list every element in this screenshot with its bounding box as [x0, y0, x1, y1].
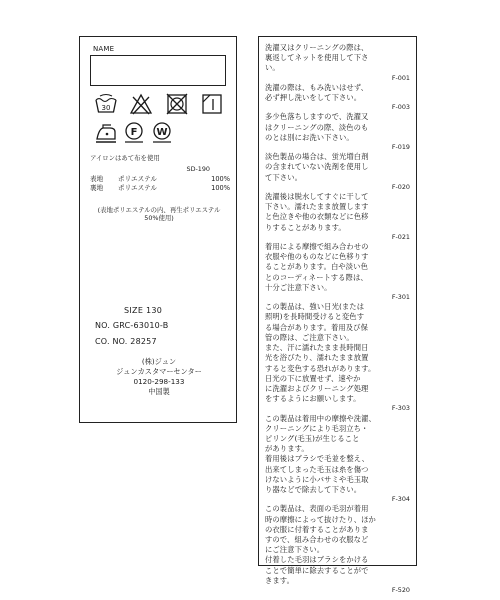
care-note	[265, 414, 413, 505]
care-note-line: をするようにお願いします。	[265, 394, 361, 404]
country-of-origin: 中国製	[148, 387, 170, 396]
care-note-line: 付着した毛羽はブラシをかける	[265, 555, 369, 565]
color-number: CO. NO. 28257	[95, 337, 157, 346]
care-note	[265, 152, 413, 192]
recycled-note-line-2: 50%使用)	[144, 214, 174, 222]
fabric-material: ポリエステル	[118, 184, 157, 192]
recycled-note	[80, 206, 238, 222]
care-note-line: また、汗に濡れたまま長時間日	[265, 343, 369, 353]
recycled-note-line-1: (表地ポリエステルの内、再生ポリエステル	[97, 206, 221, 214]
fabric-part: 裏地	[90, 184, 104, 192]
fabric-row-outer	[90, 175, 230, 184]
care-note-line: 洗濯又はクリーニングの際は、	[265, 43, 369, 52]
care-note-line: 時の摩擦によって抜けたり、ほか	[265, 514, 376, 524]
care-label-left	[79, 36, 237, 423]
care-notes	[265, 43, 413, 595]
fabric-material: ポリエステル	[118, 175, 157, 183]
care-note-line: この製品は、表面の毛羽が着用	[265, 504, 369, 514]
fabric-row-lining	[90, 184, 230, 193]
care-note-line: すので、組み合わせの衣服など	[265, 534, 369, 544]
no-tumble-dry-icon	[165, 93, 189, 115]
care-note-line: とのコーディネートする際は、	[265, 272, 368, 282]
maker-phone: 0120-298-133	[133, 377, 185, 386]
care-note-line: すると変色する恐れがあります。	[265, 363, 376, 373]
dry-clean-f-icon	[122, 121, 146, 143]
care-note	[265, 83, 413, 113]
product-number: NO. GRC-63010-B	[95, 321, 169, 330]
care-note-line: クリーニングにより毛羽立ち・	[265, 423, 369, 433]
care-note-line: はクリーニングの際、淡色のも	[265, 122, 369, 132]
care-note-line: 多少色落ちしますので、洗濯又	[265, 112, 369, 122]
no-bleach-icon	[129, 93, 153, 115]
care-note-line: る場合があります。着用及び保	[265, 322, 368, 332]
care-note-line: の衣服に付着することがありま	[265, 524, 369, 534]
care-note-code: F-003	[391, 103, 410, 112]
care-note-line: のとは別にお洗い下さい。	[265, 132, 354, 142]
maker-company: (株)ジュン	[141, 357, 177, 366]
care-label-right	[258, 36, 417, 594]
care-symbols-row-1	[94, 93, 224, 115]
care-note	[265, 112, 413, 152]
care-note-line: にご注意下さい。	[265, 545, 325, 555]
care-note-line: 淡色製品の場合は、蛍光増白剤	[265, 152, 369, 162]
care-note-line: 光を浴びたり、濡れたまま放置	[265, 353, 369, 363]
line-dry-shade-icon	[200, 93, 224, 115]
care-note-line: ピリング(毛玉)が生じること	[265, 433, 360, 443]
name-write-box	[90, 55, 226, 86]
wash-temp: 30	[101, 104, 111, 112]
care-note-line: に洗濯およびクリーニング処理	[265, 383, 369, 393]
care-note-line: 必ず押し洗いをして下さい。	[265, 93, 362, 103]
care-note-line: の含まれていない洗剤を使用し	[265, 162, 369, 172]
care-note-line: 洗濯の際は、もみ洗いはせず、	[265, 82, 368, 92]
care-note-line: があります。	[265, 444, 309, 454]
care-note	[265, 192, 413, 242]
care-note	[265, 43, 413, 83]
care-note-line: りすることがあります。	[265, 222, 346, 232]
care-note-line: 下さい。濡れたまま放置します	[265, 202, 369, 212]
maker-center: ジュンカスタマーセンター	[116, 367, 202, 376]
care-note-line: 出来てしまった毛玉は糸を傷つ	[265, 464, 369, 474]
dry-clean-letter: F	[130, 127, 138, 138]
care-note	[265, 302, 413, 413]
care-note-line: 照明)を長時間受けると変色す	[265, 312, 365, 322]
care-note-line: 十分ご注意下さい。	[265, 282, 332, 292]
care-note-line: ことで簡単に除去することがで	[265, 565, 369, 575]
care-note-line: 着用による摩擦で組み合わせの	[265, 242, 369, 252]
iron-note: アイロンはあて布を使用	[90, 154, 160, 162]
wet-clean-w-icon	[150, 121, 174, 143]
care-note-line: 管の際は、ご注意下さい。	[265, 332, 354, 342]
wash-30-net-icon	[94, 93, 118, 115]
care-symbols-row-2	[94, 121, 174, 145]
care-note-line: この製品は、強い日光(または	[265, 302, 365, 312]
care-note-line: ることがあります。白や淡い色	[265, 262, 368, 272]
fabric-percent: 100%	[211, 175, 230, 183]
care-note-line: けないように小バサミや毛玉取	[265, 474, 369, 484]
care-note-code: F-304	[391, 495, 410, 504]
iron-low-icon	[94, 121, 118, 143]
name-caption: NAME	[93, 45, 115, 53]
care-note	[265, 504, 413, 595]
care-note-code: F-301	[391, 293, 410, 302]
care-note	[265, 242, 413, 302]
care-note-line: この製品は着用中の摩擦や洗濯、	[265, 413, 376, 423]
care-note-code: F-019	[391, 143, 410, 152]
fabric-percent: 100%	[211, 184, 230, 192]
size-line: SIZE 130	[124, 306, 163, 315]
care-note-line: 衣服や他のものなどに色移りす	[265, 252, 369, 262]
care-note-line: きます。	[265, 575, 295, 585]
care-note-line: 着用後はブラシで毛並を整え、	[265, 454, 369, 464]
fabric-part: 表地	[90, 175, 104, 183]
care-note-line: い。	[265, 63, 280, 73]
maker-info	[80, 357, 238, 397]
wet-clean-letter: W	[156, 127, 168, 138]
care-note-line: 日光の下に放置せず、速やか	[265, 373, 361, 383]
care-note-code: F-303	[391, 404, 410, 413]
care-note-line: 洗濯後は脱水してすぐに干して	[265, 192, 369, 202]
care-note-code: F-520	[391, 585, 410, 594]
fabric-composition	[90, 175, 230, 193]
care-note-code: F-020	[391, 182, 410, 191]
care-note-code: F-001	[391, 73, 410, 82]
standard-code: SD-190	[186, 165, 210, 173]
care-note-line: て下さい。	[265, 172, 302, 182]
care-note-line: 裏返してネットを使用して下さ	[265, 53, 369, 63]
care-note-line: と色泣きや他の衣類などに色移	[265, 212, 369, 222]
care-note-code: F-021	[391, 232, 410, 241]
care-note-line: り器などで除去して下さい。	[265, 484, 362, 494]
